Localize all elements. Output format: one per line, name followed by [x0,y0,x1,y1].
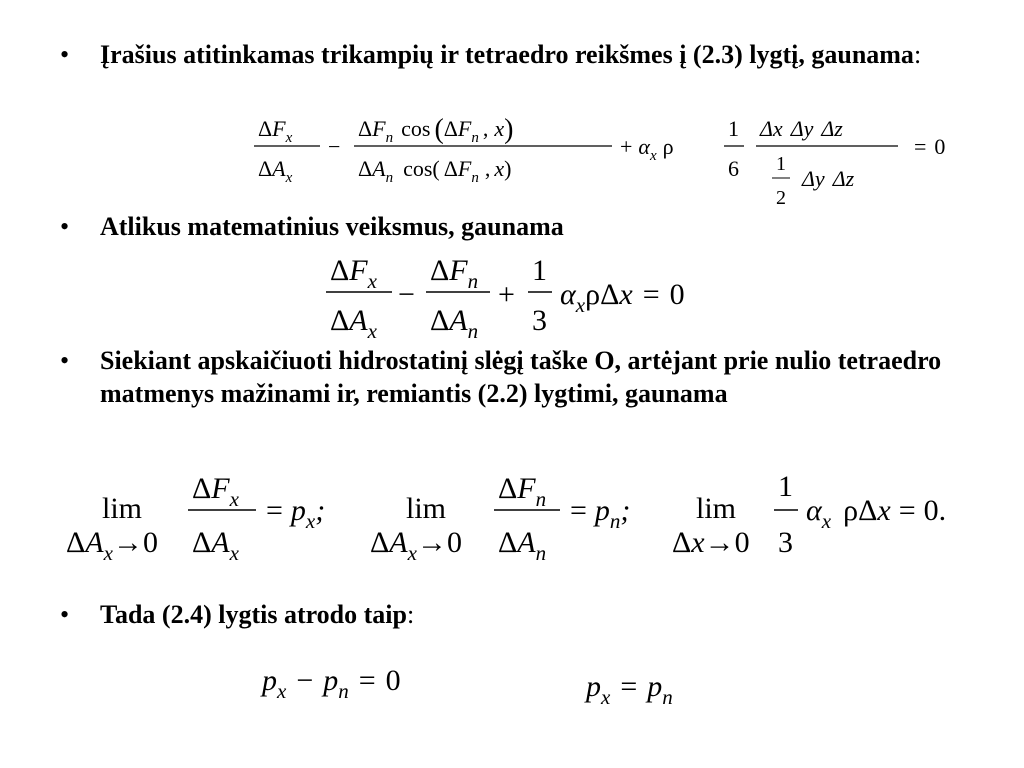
eq1-plus: + [620,134,633,159]
svg-text:lim: lim [102,492,143,525]
equation-2 [320,248,740,348]
bullet-marker: • [60,212,70,241]
svg-text:=px;: = $p_x$; [266,494,326,533]
bullet-text [100,210,980,243]
svg-text:1: 1 [532,254,547,287]
bullet-text [100,38,980,71]
eq1-alpha: α [638,134,650,159]
eq1-rho: ρ [662,134,674,159]
bullet-4-text: Tada (2.4) lygtis atrodo taip [100,600,407,629]
bullet-marker: • [60,346,70,375]
bullet-1-colon: : [913,40,922,69]
svg-text:ΔFx: $\Delta F_x$ [330,254,377,293]
equation-1 [250,108,980,216]
svg-text:ΔAn: $\Delta A_n$ [498,526,547,565]
svg-text:ΔyΔz: Δy Δz [802,166,855,191]
svg-text:ΔFx: $\Delta F_x$ [258,116,293,146]
svg-text:ΔAx: $\Delta A_x$ [192,526,239,565]
svg-text:lim: lim [406,492,447,525]
svg-text:ΔAn: $\Delta A_n$ [430,304,479,343]
svg-text:ΔFncos(ΔFn,x): $\Delta F_n$ $\cos (\Delta F_n$ , x) [358,114,514,146]
svg-text:+: + [498,278,515,311]
svg-text:ΔAx: $\Delta A_x$ [258,156,293,186]
svg-text:ΔxΔyΔz: Δx Δy Δz [760,116,843,141]
bullet-marker: • [60,600,70,629]
eq1-delta: Δ [258,116,273,141]
equation-3 [60,462,1000,572]
svg-text:3: 3 [778,526,793,559]
svg-text:1: 1 [778,470,793,503]
svg-text:lim: lim [696,492,737,525]
bullet-2-text: Atlikus matematinius veiksmus, gaunama [100,212,564,241]
svg-text:px−pn=0: $p_x - p_n = 0$ [262,664,401,703]
svg-text:6: 6 [728,156,739,181]
svg-text:−: − [398,278,415,311]
bullet-marker: • [60,40,70,69]
svg-text:Δx→0: Δx→0 [672,526,750,559]
svg-text:=0: = 0 [914,134,946,159]
svg-text:αxρΔx=0: $\alpha_x\rho\Delta x = 0$ [560,278,685,317]
bullet-1-text: Įrašius atitinkamas trikampių ir tetraedro reikšmes į (2.3) lygtį, gaunama [100,40,914,69]
svg-text:ΔFn: $\Delta F_n$ [498,472,547,511]
bullet-text [100,344,980,410]
bullet-text: Tada (2.4) lygtis atrodo taip: [100,600,415,629]
bullet-3-text: Siekiant apskaičiuoti hidrostatinį slėgį taške O, artėjant prie nulio tetraedro matmenys mažinami ir, remiantis (2.2) lygtimi, gaunama [100,346,942,408]
svg-text:αxρΔx=0.: $\alpha_x$ ρΔx = 0. [806,494,947,533]
svg-text:px=pn: $p_x = p_n$ [586,670,673,709]
svg-text:+αxρ: + $\alpha_x$ ρ [620,134,674,164]
svg-text:2: 2 [776,187,786,209]
svg-text:ΔFx: $\Delta F_x$ [192,472,239,511]
equation-4b [582,666,722,716]
svg-text:1: 1 [776,153,786,175]
equation-4a [258,658,478,710]
svg-text:3: 3 [532,304,547,337]
svg-text:ΔAncos(ΔFn,x): $\Delta A_n$ cos( $\Delta F_n$ , x) [358,156,512,186]
svg-text:=pn;: = $p_n$; [570,494,631,533]
svg-text:ΔFn: $\Delta F_n$ [430,254,479,293]
svg-text:ΔAx→0: $\Delta A_x\to 0$ [66,526,158,565]
svg-text:ΔAx→0: $\Delta A_x\to 0$ [370,526,462,565]
svg-text:ΔAx: $\Delta A_x$ [330,304,377,343]
eq1-minus: − [328,134,341,159]
svg-text:1: 1 [728,116,739,141]
